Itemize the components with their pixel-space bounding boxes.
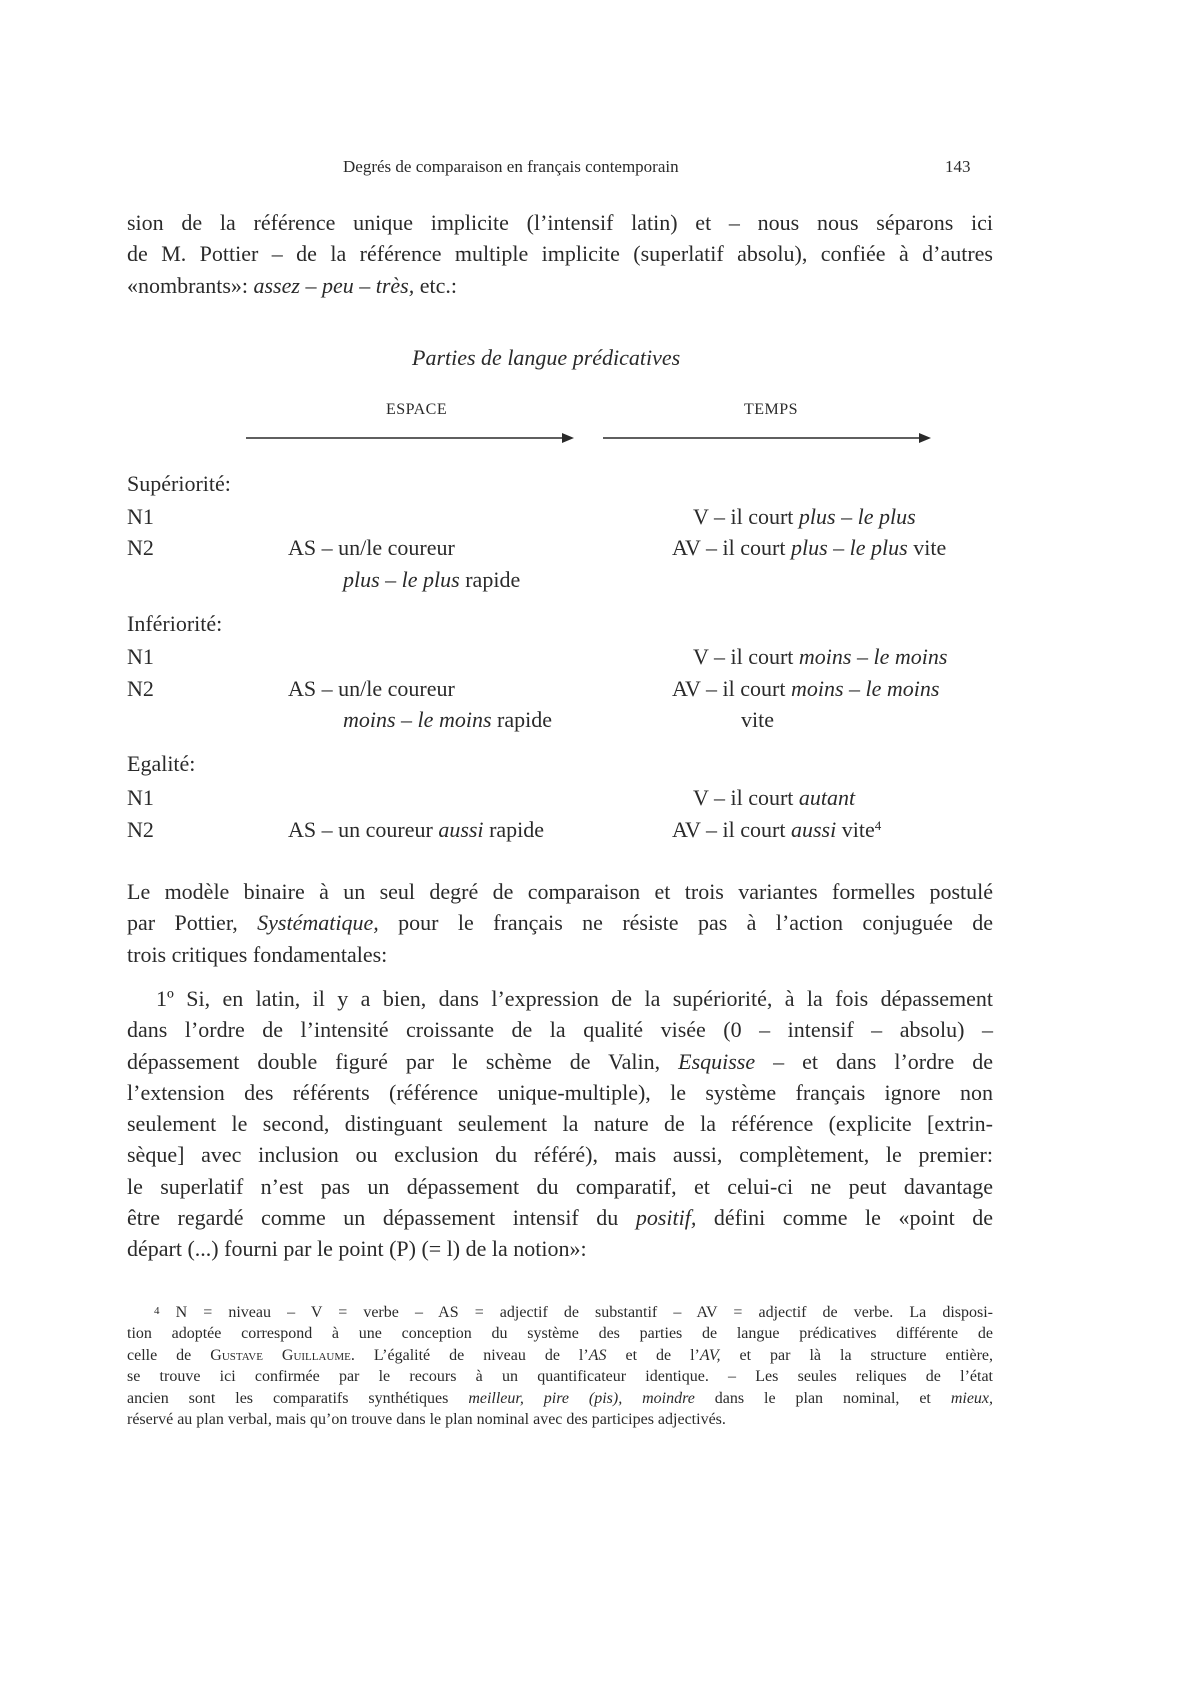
as-inferiorite-cont: moins – le moins rapide — [343, 707, 552, 732]
footnote-line: réservé au plan verbal, mais qu’on trouve dans le plan nominal avec des participes adjectivés. — [127, 1411, 726, 1429]
paragraph-intro — [127, 207, 993, 301]
level-n1: N1 — [127, 504, 154, 529]
as-egalite: AS – un coureur aussi rapide — [288, 817, 545, 842]
verb-superiorite: V – il court plus – le plus — [693, 504, 916, 529]
level-n2: N2 — [127, 676, 154, 701]
text-line: dépassement double figuré par le schème de Valin, Esquisse – et dans l’ordre de — [127, 1048, 993, 1074]
text-line: par Pottier, Systématique, pour le français ne résiste pas à l’action conjuguée de — [127, 910, 993, 936]
espace-arrow — [246, 430, 576, 446]
footnote-line: celle de Gustave Guillaume. L’égalité de niveau de l’AS et de l’AV, et par là la structure entière, — [127, 1346, 994, 1364]
av-inferiorite-cont: vite — [741, 707, 774, 732]
running-head: Degrés de comparaison en français contemporain — [343, 157, 679, 176]
av-egalite: AV – il court aussi vite$^4$ — [672, 817, 882, 842]
av-inferiorite: AV – il court moins – le moins — [672, 676, 940, 701]
text-line: sèque] avec inclusion ou exclusion du référé), mais aussi, complètement, le premier: — [127, 1142, 993, 1168]
paragraph-model — [127, 876, 993, 970]
text-line: sion de la référence unique implicite (l’intensif latin) et – nous nous séparons ici — [127, 210, 993, 235]
text-line: 1º Si, en latin, il y a bien, dans l’expression de la supériorité, à la fois dépassement — [156, 986, 993, 1011]
footnote-line: $^4$ N = niveau – V = verbe – AS = adjectif de substantif – AV = adjectif de verbe. La disposi- — [154, 1304, 993, 1321]
level-n2: N2 — [127, 535, 154, 560]
text-line: l’extension des référents (référence unique-multiple), le système français ignore non — [127, 1079, 993, 1105]
verb-egalite: V – il court autant — [693, 785, 856, 810]
diagram-title: Parties de langue prédicatives — [412, 345, 681, 370]
text-line: dans l’ordre de l’intensité croissante de la qualité visée (0 – intensif – absolu) – — [127, 1017, 993, 1043]
text-line: de M. Pottier – de la référence multiple implicite (superlatif absolu), confiée à d’autres — [127, 241, 993, 267]
level-n1: N1 — [127, 785, 154, 810]
axis-label-espace: ESPACE — [386, 401, 448, 418]
category-egalite: Egalité: — [127, 751, 196, 776]
as-superiorite-cont: plus – le plus rapide — [343, 567, 521, 592]
text-line: «nombrants»: assez – peu – très, etc.: — [127, 272, 457, 298]
text-line: le superlatif n’est pas un dépassement du comparatif, et celui-ci ne peut davantage — [127, 1173, 993, 1199]
axis-label-temps: TEMPS — [744, 401, 799, 418]
text-line: être regardé comme un dépassement intensif du positif, défini comme le «point de — [127, 1205, 993, 1231]
footnote-line: se trouve ici confirmée par le recours à un quantificateur identique. – Les seules reliques de l’état — [127, 1368, 993, 1386]
text-line: seulement le second, distinguant seulement la nature de la référence (explicite [extrin- — [127, 1111, 993, 1137]
category-superiorite: Supériorité: — [127, 471, 231, 496]
verb-inferiorite: V – il court moins – le moins — [693, 644, 948, 669]
text-line: trois critiques fondamentales: — [127, 941, 388, 967]
footnote-4 — [127, 1301, 993, 1430]
footnote-ref: 4 — [874, 818, 882, 833]
temps-arrow — [603, 430, 933, 446]
paragraph-critique-1 — [127, 983, 993, 1265]
page-number: 143 — [945, 157, 971, 176]
av-superiorite: AV – il court plus – le plus vite — [672, 535, 947, 560]
text-line: Le modèle binaire à un seul degré de comparaison et trois variantes formelles postulé — [127, 879, 993, 904]
level-n2: N2 — [127, 817, 154, 842]
footnote-marker: 4 — [154, 1305, 160, 1317]
as-inferiorite: AS – un/le coureur — [288, 676, 455, 701]
level-n1: N1 — [127, 644, 154, 669]
footnote-line: tion adoptée correspond à une conception du système des parties de langue prédicatives différente de — [127, 1325, 993, 1343]
footnote-line: ancien sont les comparatifs synthétiques meilleur, pire (pis), moindre dans le plan nominal, et mieux, — [127, 1389, 994, 1407]
text-line: départ (...) fourni par le point (P) (= l) de la notion»: — [127, 1236, 587, 1262]
category-inferiorite: Infériorité: — [127, 611, 223, 636]
as-superiorite: AS – un/le coureur — [288, 535, 455, 560]
